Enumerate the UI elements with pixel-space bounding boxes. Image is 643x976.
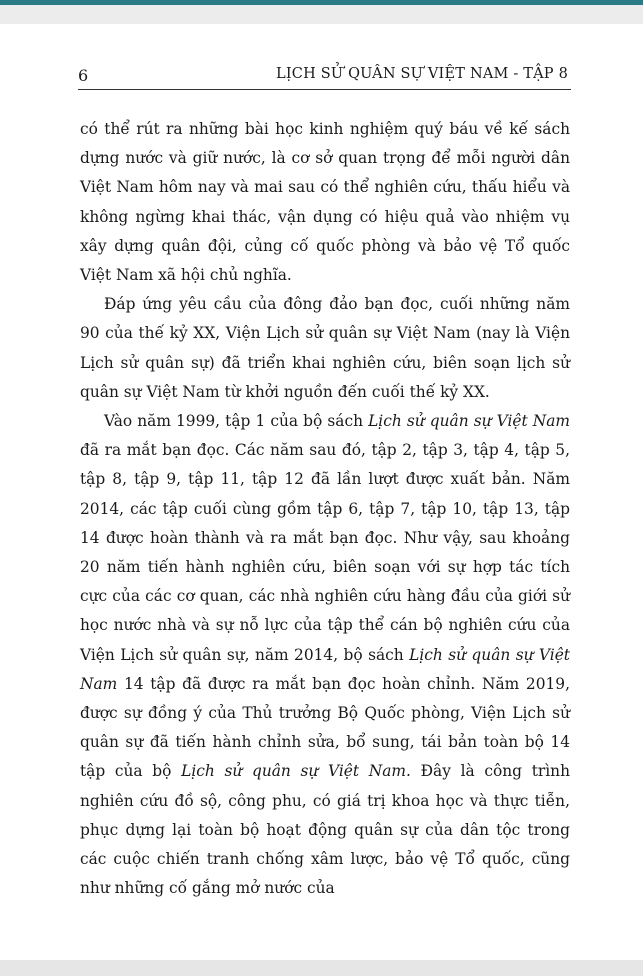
paragraph-text: có thể rút ra những bài học kinh nghiệm quý báu về kế sách dựng nước và giữ nước, là cơ sở quan trọng để mỗi người dân Việt Nam hôm nay và mai sau có thể nghiên cứu, thấu hiểu và không ngừng khai thác, vận dụng có hiệu quả vào nhiệm vụ xây dựng quân đội, củng cố quốc phòng và bảo vệ Tổ quốc Việt Nam xã hội chủ nghĩa. (80, 120, 570, 285)
book-title-italic: Lịch sử quân sự Việt Nam. (181, 762, 411, 781)
viewer-top-margin (0, 5, 643, 24)
paragraph-text: đã ra mắt bạn đọc. Các năm sau đó, tập 2, tập 3, tập 4, tập 5, tập 8, tập 9, tập 11, tập 12 đã lần lượt được xuất bản. Năm 2014, các tập cuối cùng gồm tập 6, tập 7, tập 10, tập 13, tập 14 được hoàn thành và ra mắt bạn đọc. Như vậy, sau khoảng 20 năm tiến hành nghiên cứu, biên soạn với sự hợp tác tích cực của các cơ quan, các nhà nghiên cứu hàng đầu của giới sử học nước nhà và sự nỗ lực của tập thể cán bộ nghiên cứu của Viện Lịch sử quân sự, năm 2014, bộ sách (80, 441, 570, 664)
page-header (78, 64, 571, 92)
paragraph-text: Đáp ứng yêu cầu của đông đảo bạn đọc, cuối những năm 90 của thế kỷ XX, Viện Lịch sử quân sự Việt Nam (nay là Viện Lịch sử quân sự) đã triển khai nghiên cứu, biên soạn lịch sử quân sự Việt Nam từ khởi nguồn đến cuối thế kỷ XX. (80, 295, 570, 401)
paragraph-text: 14 tập đã được ra mắt bạn đọc hoàn chỉnh. Năm 2019, được sự đồng ý của Thủ trưởng Bộ Quốc phòng, Viện Lịch sử quân sự đã tiến hành chỉnh sửa, bổ sung, tái bản toàn bộ 14 tập của bộ (80, 674, 570, 781)
paragraph-3 (80, 407, 570, 903)
paragraph-text: Vào năm 1999, tập 1 của bộ sách (104, 412, 369, 431)
page-body (80, 115, 570, 903)
header-rule (78, 89, 571, 90)
paragraph-2 (80, 290, 570, 407)
page-number: 6 (78, 66, 89, 85)
book-title-italic: Lịch sử quân sự Việt Nam (80, 645, 570, 693)
running-title: LỊCH SỬ QUÂN SỰ VIỆT NAM - TẬP 8 (276, 66, 568, 82)
viewer-bottom-margin (0, 960, 643, 976)
paragraph-1 (80, 115, 570, 290)
paragraph-text: Đây là công trình nghiên cứu đồ sộ, công phu, có giá trị khoa học và thực tiễn, phục dựng lại toàn bộ hoạt động quân sự của dân tộc trong các cuộc chiến tranh chống xâm lược, bảo vệ Tổ quốc, cũng như những cố gắng mở nước của (80, 762, 570, 898)
book-title-italic: Lịch sử quân sự Việt Nam (368, 412, 570, 431)
